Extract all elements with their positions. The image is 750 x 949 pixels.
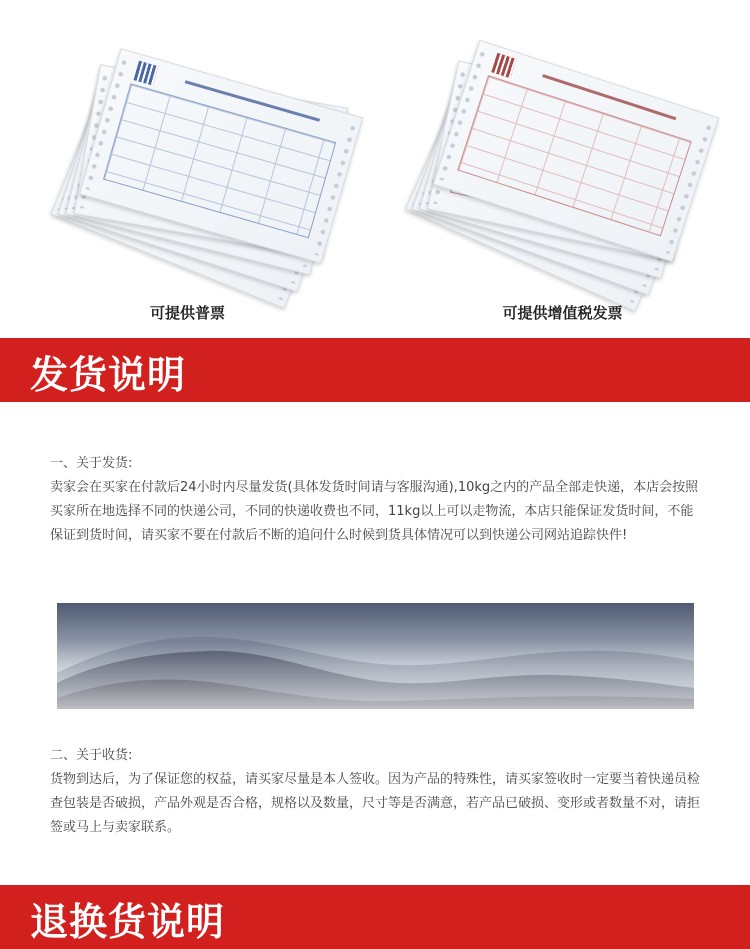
plain-invoice-caption: 可提供普票 — [149, 304, 225, 322]
receiving-info — [50, 744, 700, 840]
returns-banner-title: 退换货说明 — [30, 900, 226, 944]
shipping-heading: 一、关于发货: — [50, 456, 133, 471]
invoice-showcase — [0, 0, 750, 338]
vat-invoice-image — [375, 20, 750, 300]
receiving-heading: 二、关于收货: — [50, 748, 133, 763]
receiving-body: 货物到达后，为了保证您的权益，请买家尽量是本人签收。因为产品的特殊性，请买家签收时一定要当着快递员检查包装是否破损，产品外观是否合格，规格以及数量，尺寸等是否满意，若产品已破损、变形或者数量不对，请拒签或马上与卖家联系。 — [50, 772, 701, 835]
vat-invoice-caption: 可提供增值税发票 — [502, 304, 623, 322]
mountain-landscape-image — [57, 603, 694, 709]
shipping-banner — [0, 338, 750, 402]
returns-banner — [0, 885, 750, 949]
shipping-body: 卖家会在买家在付款后24小时内尽量发货(具体发货时间请与客服沟通),10kg之内的产品全部走快递，本店会按照买家所在地选择不同的快递公司，不同的快递收费也不同，11kg以上可以走物流，本店只能保证发货时间，不能保证到货时间，请买家不要在付款后不断的追问什么时候到货具体情况可以到快递公司网站追踪快件! — [50, 480, 699, 543]
shipping-info — [50, 452, 700, 548]
shipping-banner-title: 发货说明 — [30, 353, 187, 397]
plain-invoice-image — [0, 20, 375, 300]
